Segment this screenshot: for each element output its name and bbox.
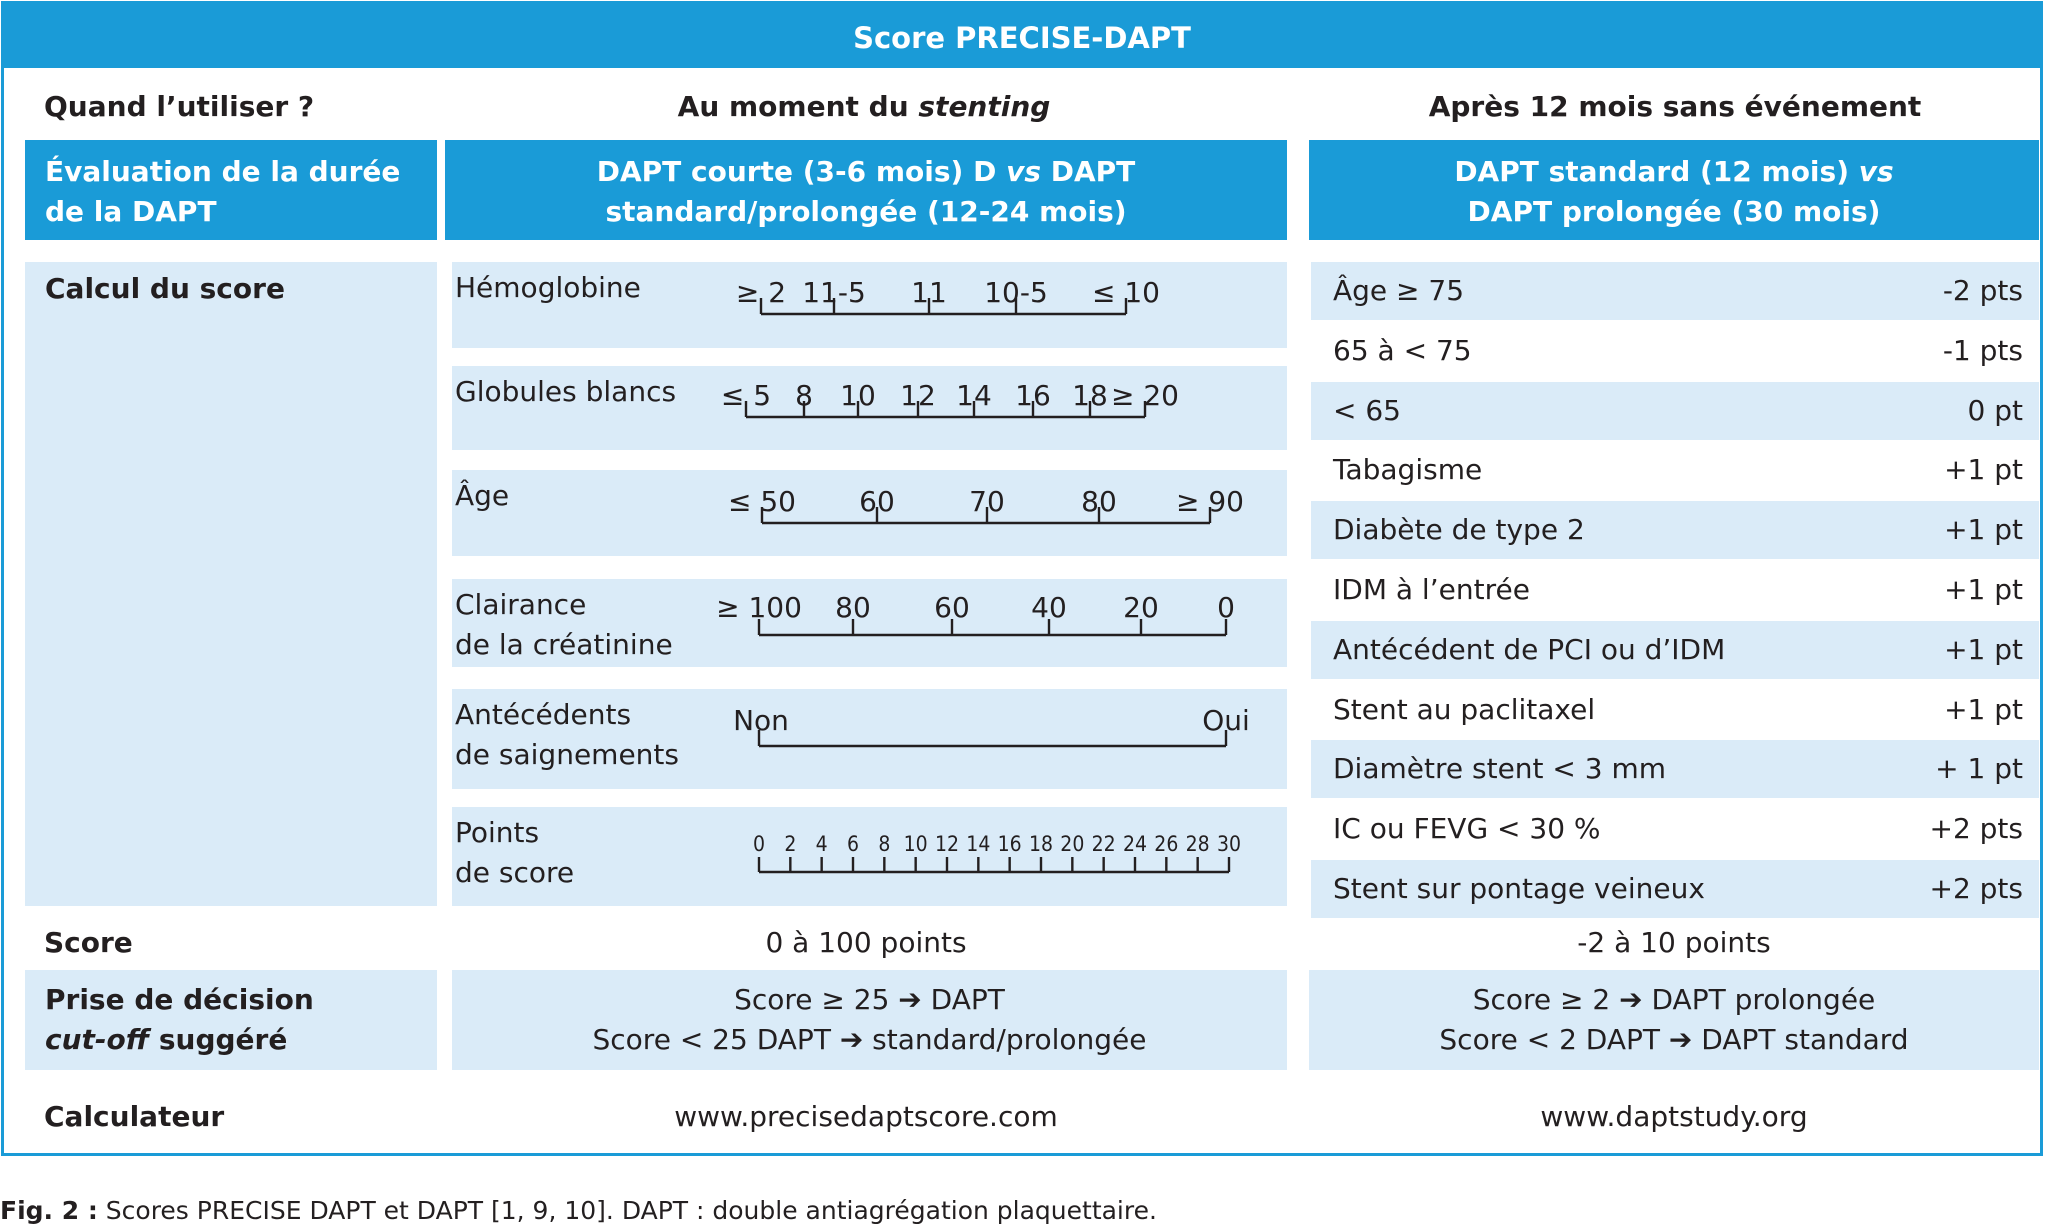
dapt-item-label: IDM à l’entrée <box>1333 573 1530 606</box>
nomogram-label-line2: de score <box>455 856 575 889</box>
nomogram-tick-label: 11 <box>911 276 947 309</box>
nomogram-tick-label: 14 <box>966 832 991 856</box>
dapt-item-row <box>1311 681 2039 739</box>
nomogram-tick-label: 12 <box>900 379 936 412</box>
dapt-item-points: +2 pts <box>1929 812 2023 846</box>
decision-col2-line1: Score ≥ 25 ➔ DAPT <box>734 983 1005 1016</box>
nomogram-tick-label: ≥ 2 <box>735 276 787 309</box>
dapt-item-label: Tabagisme <box>1333 453 1483 487</box>
dapt-item-label: Antécédent de PCI ou d’IDM <box>1333 632 1726 666</box>
dapt-item-points: +1 pt <box>1944 692 2023 726</box>
decision-col3-line2: Score < 2 DAPT ➔ DAPT standard <box>1439 1023 1909 1056</box>
decision-label-cell <box>25 970 437 1070</box>
dapt-item-row <box>1311 800 2039 858</box>
decision-col2-line2: Score < 25 DAPT ➔ standard/prolongée <box>592 1023 1147 1056</box>
calculator-col2-link[interactable]: www.precisedaptscore.com <box>674 1100 1058 1133</box>
dapt-item-row <box>1311 621 2039 679</box>
dapt-item-points: +1 pt <box>1944 573 2023 606</box>
decision-col2-cell <box>452 970 1287 1070</box>
nomogram-tick-label: 12 <box>934 832 960 856</box>
decision-label-emph: cut-off <box>45 1023 150 1056</box>
score-col2: 0 à 100 points <box>765 926 967 959</box>
evaluation-col3-vs: vs <box>1858 155 1894 188</box>
col2-header <box>444 90 1284 123</box>
dapt-item-points: +1 pt <box>1944 453 2023 487</box>
decision-label-rest: suggéré <box>149 1023 288 1056</box>
calcul-label-cell <box>25 262 437 906</box>
nomogram-label-line1: Clairance <box>455 588 587 621</box>
decision-col3-cell <box>1309 970 2039 1070</box>
score-label: Score <box>44 926 133 959</box>
nomogram-tick-label: ≤ 50 <box>728 485 796 518</box>
nomogram-tick-label: 8 <box>878 832 891 856</box>
nomogram-tick-label: ≥ 100 <box>716 591 802 624</box>
dapt-item-points: -2 pts <box>1942 274 2023 307</box>
nomogram-tick-label: ≤ 10 <box>1092 276 1160 309</box>
nomogram-tick-label: 16 <box>1015 379 1051 412</box>
nomogram-label-line1: Points <box>455 816 540 849</box>
nomogram-label-line1: Âge <box>455 479 510 512</box>
col2-header-emph: stenting <box>918 90 1051 123</box>
nomogram-tick-label: 18 <box>1028 832 1054 856</box>
nomogram-tick-label: Non <box>733 704 789 737</box>
score-col3: -2 à 10 points <box>1577 926 1771 959</box>
dapt-item-points: +1 pt <box>1944 632 2023 666</box>
dapt-item-row <box>1311 860 2039 918</box>
dapt-item-label: Diabète de type 2 <box>1333 513 1585 547</box>
evaluation-label-line2: de la DAPT <box>45 195 217 228</box>
nomogram-tick-label: 10-5 <box>984 276 1048 309</box>
nomogram-tick-label: 4 <box>815 832 828 856</box>
nomogram-tick-label: 11-5 <box>802 276 866 309</box>
nomogram-tick-label: 8 <box>795 379 813 412</box>
nomogram-tick-label: 80 <box>835 591 871 624</box>
dapt-item-label: 65 à < 75 <box>1333 333 1472 367</box>
calculator-label: Calculateur <box>44 1100 225 1133</box>
nomogram-tick-label: 10 <box>903 832 928 856</box>
nomogram-tick-label: 6 <box>846 832 860 856</box>
nomogram-tick-label: 14 <box>956 379 992 412</box>
nomogram-label-line1: Antécédents <box>455 698 632 731</box>
nomogram-tick-label: 0 <box>752 832 766 856</box>
dapt-item-label: Stent au paclitaxel <box>1333 692 1596 726</box>
dapt-item-label: < 65 <box>1333 393 1401 427</box>
nomogram-tick-label: 24 <box>1122 832 1148 856</box>
figure-frame <box>1 1 2043 1156</box>
dapt-item-label: IC ou FEVG < 30 % <box>1333 812 1601 846</box>
dapt-item-points: +1 pt <box>1944 513 2023 547</box>
nomogram-tick-label: 18 <box>1072 379 1108 412</box>
nomogram-tick-label: 20 <box>1123 591 1159 624</box>
nomogram-tick-label: 10 <box>840 379 876 412</box>
dapt-item-row <box>1311 501 2039 559</box>
evaluation-label-cell <box>25 140 437 240</box>
evaluation-col3-line2: DAPT prolongée (30 mois) <box>1467 195 1881 228</box>
calcul-label: Calcul du score <box>45 272 285 305</box>
caption-prefix: Fig. 2 : <box>0 1196 98 1225</box>
evaluation-col2-cell <box>445 140 1287 240</box>
nomogram-label-line2: de saignements <box>455 738 679 771</box>
col2-header-prefix: Au moment du <box>677 90 919 123</box>
nomogram-tick-label: 2 <box>784 832 797 856</box>
nomogram-tick-label: ≤ 5 <box>720 379 772 412</box>
evaluation-label-line1: Évaluation de la durée <box>45 155 401 188</box>
evaluation-col2-line1a: DAPT courte (3-6 mois) D <box>596 155 1007 188</box>
dapt-item-row <box>1311 561 2039 619</box>
nomogram-tick-label: 80 <box>1081 485 1117 518</box>
dapt-item-points: -1 pts <box>1942 333 2023 367</box>
evaluation-col3-cell <box>1309 140 2039 240</box>
dapt-item-points: +2 pts <box>1929 872 2023 905</box>
decision-label-line1: Prise de décision <box>45 983 314 1016</box>
caption-text: Scores PRECISE DAPT et DAPT [1, 9, 10]. DAPT : double antiagrégation plaquettaire. <box>97 1196 1157 1225</box>
dapt-item-label: Âge ≥ 75 <box>1333 274 1465 307</box>
nomogram-tick-label: 30 <box>1216 832 1242 856</box>
dapt-item-row <box>1311 441 2039 499</box>
nomogram-tick-label: 60 <box>934 591 970 624</box>
dapt-item-row <box>1311 382 2039 440</box>
figure-title: Score PRECISE-DAPT <box>4 4 2040 68</box>
dapt-item-label: Diamètre stent < 3 mm <box>1333 752 1667 786</box>
nomogram-label-line1: Hémoglobine <box>455 271 641 304</box>
nomogram-tick-label: 22 <box>1091 832 1116 856</box>
nomogram-tick-label: 70 <box>969 485 1005 518</box>
evaluation-col2-line2: standard/prolongée (12-24 mois) <box>605 195 1127 228</box>
dapt-item-row <box>1311 262 2039 320</box>
evaluation-col2-vs: vs <box>1006 155 1041 188</box>
nomogram-tick-label: 20 <box>1060 832 1085 856</box>
calculator-col3-link[interactable]: www.daptstudy.org <box>1540 1100 1808 1133</box>
nomogram-tick-label: Oui <box>1202 704 1250 737</box>
dapt-item-label: Stent sur pontage veineux <box>1333 872 1705 905</box>
nomogram-tick-label: 0 <box>1217 591 1235 624</box>
nomogram-tick-label: 16 <box>997 832 1022 856</box>
dapt-item-row <box>1311 740 2039 798</box>
nomogram-tick-label: 26 <box>1154 832 1179 856</box>
dapt-item-points: 0 pt <box>1967 393 2023 427</box>
nomogram-tick-label: ≥ 20 <box>1111 379 1179 412</box>
col3-header: Après 12 mois sans événement <box>1428 90 1922 123</box>
evaluation-col3-line1a: DAPT standard (12 mois) <box>1454 155 1859 188</box>
dapt-item-points: + 1 pt <box>1935 752 2023 786</box>
decision-col3-line1: Score ≥ 2 ➔ DAPT prolongée <box>1472 983 1876 1016</box>
when-label: Quand l’utiliser ? <box>44 90 315 123</box>
nomogram-tick-label: 40 <box>1031 591 1067 624</box>
dapt-item-row <box>1311 322 2039 380</box>
evaluation-col2-line1b: DAPT <box>1040 155 1136 188</box>
nomogram-tick-label: 60 <box>859 485 895 518</box>
nomogram-label-line1: Globules blancs <box>455 375 677 408</box>
nomogram-tick-label: 28 <box>1185 832 1210 856</box>
figure-caption <box>0 1196 1157 1225</box>
nomogram-tick-label: ≥ 90 <box>1176 485 1244 518</box>
nomogram-label-line2: de la créatinine <box>455 628 673 661</box>
